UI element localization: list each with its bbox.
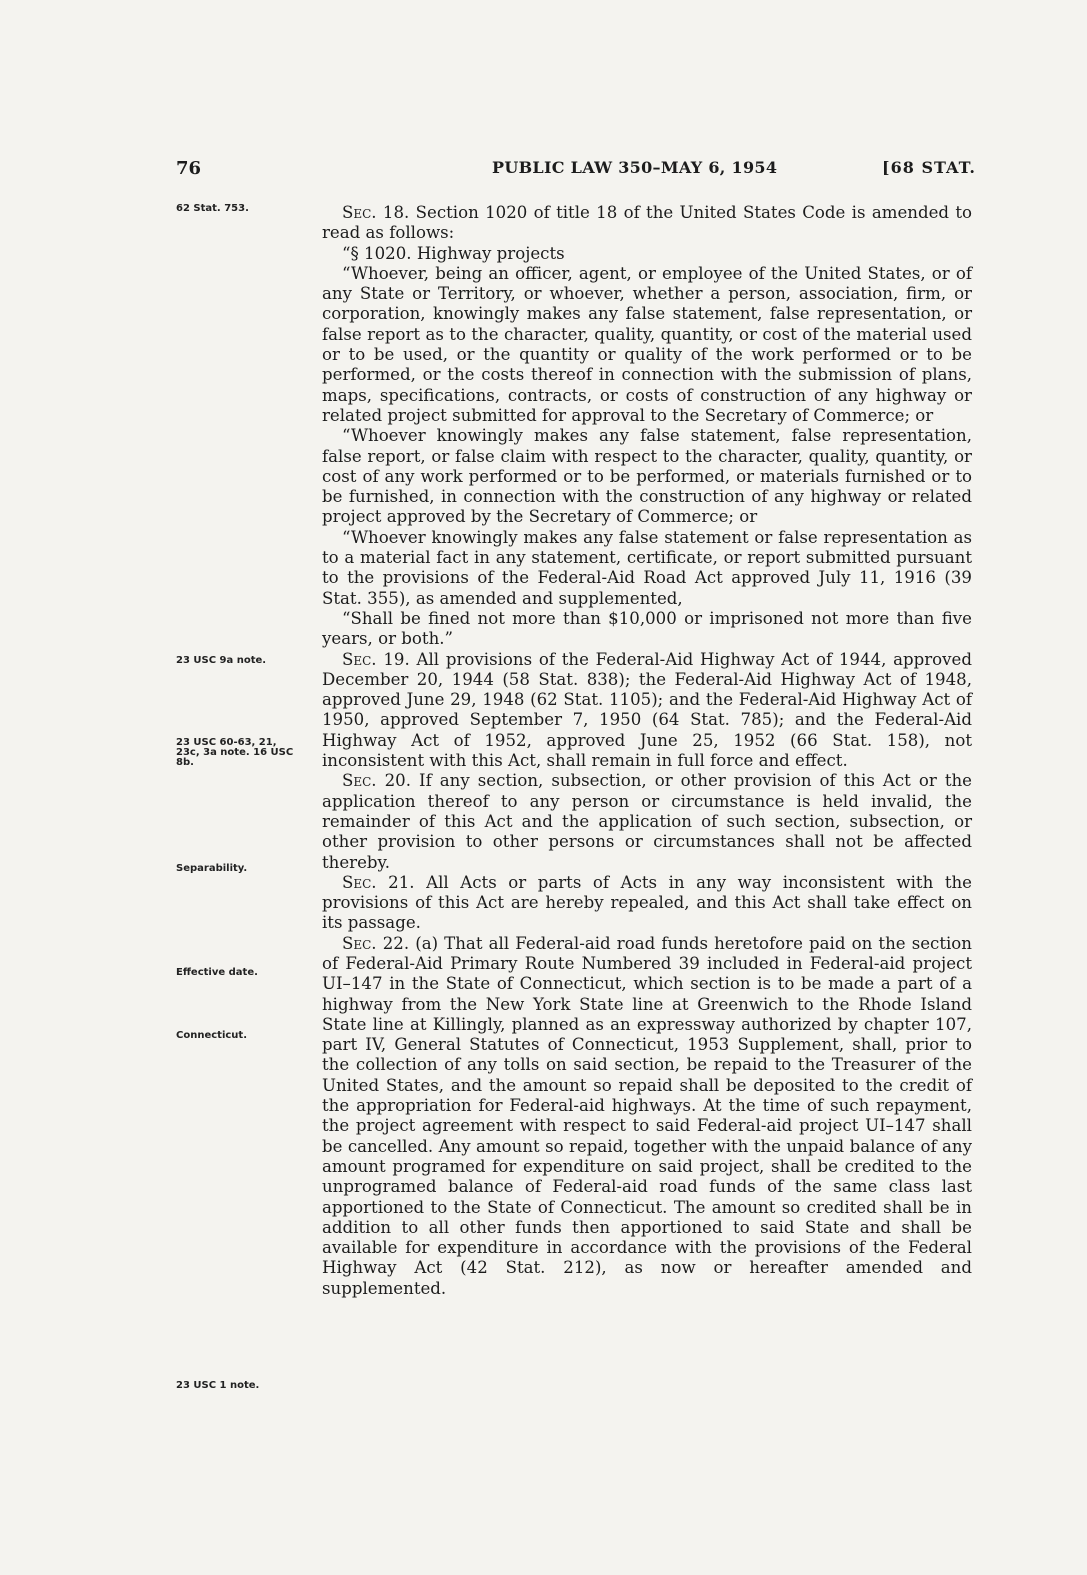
section-heading: “§ 1020. Highway projects <box>342 243 565 263</box>
margin-note: 23 USC 60-63, 21, 23c, 3a note. 16 USC 8b. <box>176 737 294 768</box>
running-head: PUBLIC LAW 350–MAY 6, 1954 <box>492 158 778 177</box>
margin-note: Separability. <box>176 863 248 874</box>
section-18 <box>322 203 972 244</box>
paragraph: “Whoever, being an officer, agent, or employee of the United States, or of any State or Territory, or whoever, whether a person, association, firm, or corporation, knowingly makes any false statement, false representation, or false report as to the character, quality, quantity, or cost of the material used or to be used, or the quantity or quality of the work performed or to be performed, or the costs thereof in connection with the submission of plans, maps, specifications, contracts, or costs of construction of any highway or related project submitted for approval to the Secretary of Commerce; or <box>322 263 972 425</box>
paragraph: “Shall be fined not more than $10,000 or imprisoned not more than five years, or both.” <box>322 608 972 649</box>
paragraph-text: All provisions of the Federal-Aid Highway Act of 1944, approved December 20, 1944 (58 Stat. 838); the Federal-Aid Highway Act of 1948, approved June 29, 1948 (62 Stat. 1105); and the Federal-Aid Highway Act of 1950, approved September 7, 1950 (64 Stat. 785); and the Federal-Aid Highway Act of 1952, approved June 25, 1952 (66 Stat. 158), not inconsistent with this Act, shall remain in full force and effect. <box>322 649 972 771</box>
section-20 <box>322 771 972 872</box>
paragraph-text: (a) That all Federal-aid road funds heretofore paid on the section of Federal-Aid Primary Route Numbered 39 included in Federal-aid project UI–147 in the State of Connecticut, which section is to be made a part of a highway from the New York State line at Greenwich to the Rhode Island State line at Killingly, planned as an expressway authorized by chapter 107, part IV, General Statutes of Connecticut, 1953 Supplement, shall, prior to the collection of any tolls on said section, be repaid to the Treasurer of the United States, and the amount so repaid shall be deposited to the credit of the appropriation for Federal-aid highways. At the time of such repayment, the project agreement with respect to said Federal-aid project UI–147 shall be cancelled. Any amount so repaid, together with the unpaid balance of any amount programed for expenditure on said project, shall be credited to the unprogramed balance of Federal-aid road funds of the same class last apportioned to the State of Connecticut. The amount so credited shall be in addition to all other funds then apportioned to said State and shall be available for expenditure in accordance with the provisions of the Federal Highway Act (42 Stat. 212), as now or hereafter amended and supplemented. <box>322 933 972 1298</box>
margin-note: Effective date. <box>176 967 258 978</box>
paragraph: “Whoever knowingly makes any false statement, false representation, false report, or false claim with respect to the character, quality, quantity, or cost of any work performed or to be performed, or materials furnished or to be furnished, in connection with the construction of any highway or related project approved by the Secretary of Commerce; or <box>322 426 972 527</box>
statute-reference: [68 STAT. <box>882 158 976 177</box>
margin-note: Connecticut. <box>176 1030 247 1041</box>
page-header <box>176 158 976 184</box>
body-text <box>322 203 972 1299</box>
paragraph-text: Section 1020 of title 18 of the United States Code is amended to read as follows: <box>322 203 972 243</box>
paragraph: “Whoever knowingly makes any false statement or false representation as to a material fact in any statement, certificate, or report submitted pursuant to the provisions of the Federal-Aid Road Act approved July 11, 1916 (39 Stat. 355), as amended and supplemented, <box>322 527 972 608</box>
section-label: Sec. 22. <box>342 933 410 953</box>
section-21 <box>322 873 972 934</box>
section-label: Sec. 21. <box>342 872 415 892</box>
section-22 <box>322 934 972 1299</box>
section-19 <box>322 650 972 772</box>
margin-note: 23 USC 9a note. <box>176 655 267 666</box>
section-label: Sec. 20. <box>342 771 411 791</box>
section-label: Sec. 19. <box>342 649 410 669</box>
margin-note: 62 Stat. 753. <box>176 203 249 214</box>
section-label: Sec. 18. <box>342 203 410 222</box>
paragraph-text: If any section, subsection, or other provision of this Act or the application thereof to any person or circumstance is held invalid, the remainder of this Act and the application of such section, subsection, or other provision to other persons or circumstances shall not be affected thereby. <box>322 771 972 872</box>
page-number: 76 <box>176 158 202 179</box>
margin-note: 23 USC 1 note. <box>176 1380 260 1391</box>
paragraph-text: All Acts or parts of Acts in any way inconsistent with the provisions of this Act are hereby repealed, and this Act shall take effect on its passage. <box>322 872 972 933</box>
